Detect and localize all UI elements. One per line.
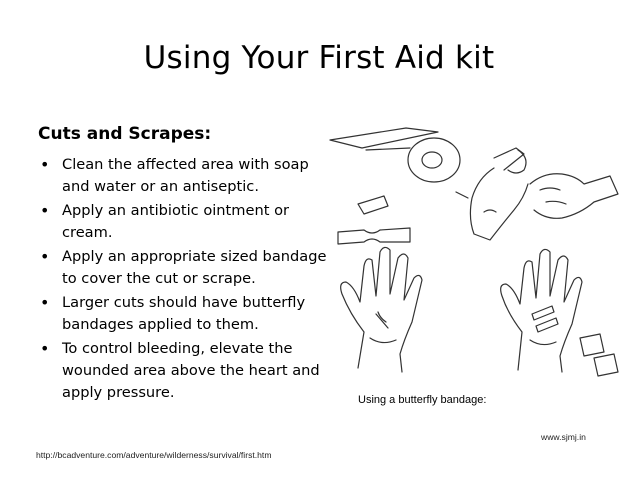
list-item [40,200,330,244]
butterfly-bandage-illustration [318,118,633,388]
site-url: www.sjmj.in [541,432,586,442]
list-item [40,292,330,336]
list-item [40,338,330,404]
hand-with-cut-icon [341,247,422,372]
list-item [40,154,330,198]
bullet-icon: • [40,293,50,312]
bullet-list [40,154,330,406]
source-url: http://bcadventure.com/adventure/wilderness/survival/first.htm [36,450,272,460]
bullet-text: Clean the affected area with soap and water or an antiseptic. [62,156,309,195]
bullet-icon: • [40,247,50,266]
butterfly-strip-icon [338,196,410,244]
bullet-text: To control bleeding, elevate the wounded area above the heart and apply pressure. [62,340,320,401]
list-item [40,246,330,290]
bullet-icon: • [40,339,50,358]
bullet-text: Apply an antibiotic ointment or cream. [62,202,290,241]
bandaged-hand-icon [501,249,618,376]
section-heading: Cuts and Scrapes: [38,124,212,144]
bullet-text: Larger cuts should have butterfly bandages applied to them. [62,294,306,333]
bullet-icon: • [40,201,50,220]
figure-caption: Using a butterfly bandage: [358,394,487,406]
bullet-text: Apply an appropriate sized bandage to cover the cut or scrape. [62,248,327,287]
slide-title: Using Your First Aid kit [143,40,495,76]
scissors-hands-icon [456,148,618,240]
bullet-icon: • [40,155,50,174]
tape-roll-icon [330,128,460,182]
